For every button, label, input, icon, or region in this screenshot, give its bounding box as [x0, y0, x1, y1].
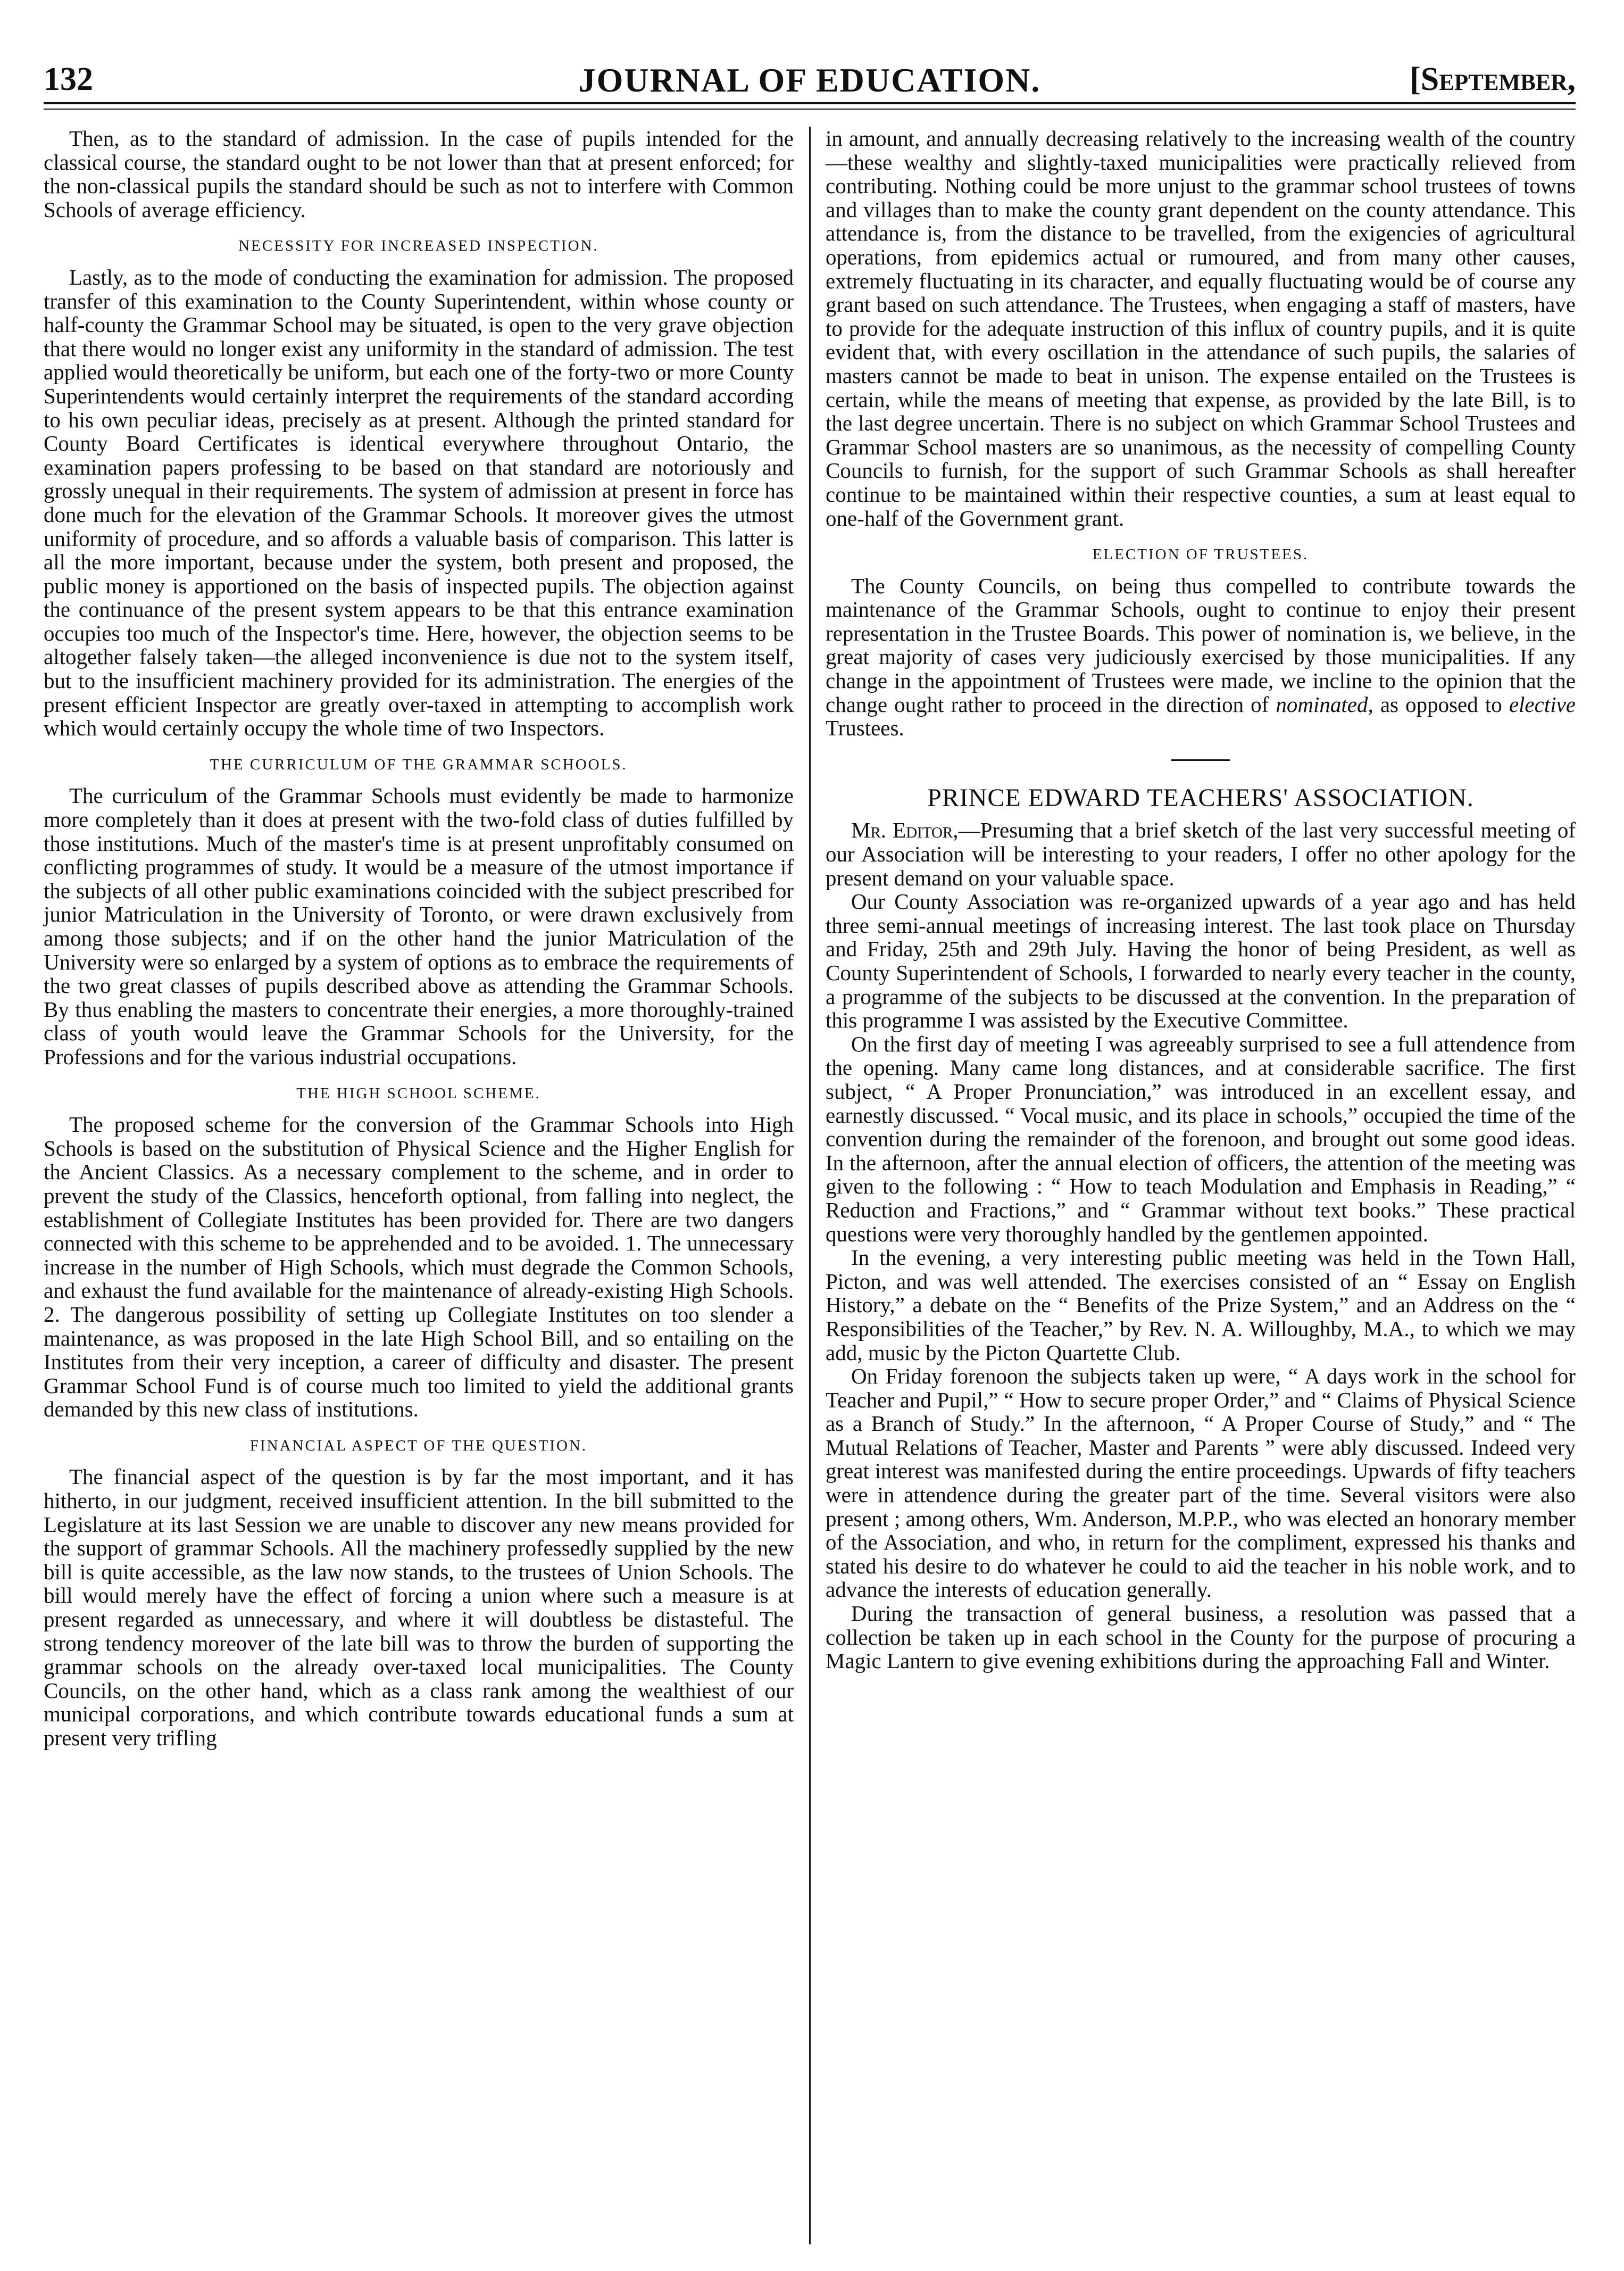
- section-heading-high-school: THE HIGH SCHOOL SCHEME.: [296, 1084, 541, 1102]
- letter-opening-text: —Presuming that a brief sketch of the last very successful meeting of our Association will be interesting to your readers, I offer no other apology for the present demand on your valuable space.: [826, 818, 1576, 890]
- paragraph-standard-of-admission: Then, as to the standard of admission. In the case of pupils intended for the classical course, the standard ought to be not lower than that at present enforced; for the non-classical pupils the standard should be such as not to interfere with Common Schools of average efficiency.: [44, 126, 794, 222]
- page-number: 132: [44, 61, 93, 97]
- paragraph-first-day: On the first day of meeting I was agreeably surprised to see a full attendence from the opening. Many came long distances, and at considerable sacrifice. The first subject, “ A Proper Pronunciation,” was introduced in an excellent essay, and earnestly discussed. “ Vocal music, and its place in schools,” occupied the time of the convention during the remainder of the forenoon, and brought out some good ideas. In the afternoon, after the annual election of officers, the attention of the meeting was given to the following : “ How to teach Modulation and Emphasis in Reading,” “ Reduction and Fractions,” and “ Grammar without text books.” These practical questions were very thoroughly handled by the gentlemen appointed.: [826, 1031, 1576, 1246]
- right-column: [826, 127, 1576, 1673]
- paragraph-financial-continued: in amount, and annually decreasing relatively to the increasing wealth of the country—these wealthy and slightly-taxed municipalities were practically relieved from contributing. Nothing could be more unjust to the grammar school trustees of towns and villages than to make the county grant dependent on the county attendance. This attendance is, from the distance to be travelled, from the exigencies of agricultural operations, from epidemics actual or rumoured, and from many other causes, extremely fluctuating in its character, and equally fluctuating would be of course any grant based on such attendance. The Trustees, when engaging a staff of masters, have to provide for the adequate instruction of this influx of country pupils, and it is quite evident that, with every oscillation in the attendance of such pupils, the salaries of masters cannot be made to beat in unison. The expense entailed on the Trustees is certain, while the means of meeting that expense, as provided by the late Bill, is to the last degree uncertain. There is no subject on which Grammar School Trustees and Grammar School masters are so unanimous, as the necessity of compelling County Councils to furnish, for the support of such Grammar Schools as shall hereafter continue to be maintained within their respective counties, a sum at least equal to one-half of the Government grant.: [826, 126, 1576, 531]
- left-column: [44, 127, 794, 1750]
- salutation: Mr. Editor,: [851, 818, 959, 843]
- paragraph-evening: In the evening, a very interesting public meeting was held in the Town Hall, Picton, and was well attended. The exercises consisted of an “ Essay on English History,” a debate on the “ Benefits of the Prize System,” and an Address on the “ Responsibilities of the Teacher,” by Rev. N. A. Willoughby, M.A., to which we may add, music by the Picton Quartette Club.: [826, 1245, 1576, 1365]
- election-text-b: as opposed to: [1373, 692, 1509, 717]
- journal-title: JOURNAL OF EDUCATION.: [578, 61, 1041, 99]
- paragraph-friday: On Friday forenoon the subjects taken up were, “ A days work in the school for Teacher and Pupil,” “ How to secure proper Order,” and “ Claims of Physical Science as a Branch of Study.” In the afternoon, “ A Proper Course of Study,” and “ The Mutual Relations of Teacher, Master and Parents ” were ably discussed. Indeed very great interest was manifested during the entire proceedings. Upwards of fifty teachers were in attendence during the greater part of the time. Several visitors were also present ; among others, Wm. Anderson, M.P.P., who was elected an honorary member of the Association, and who, in return for the compliment, expressed his thanks and stated his desire to do whatever he could to aid the teacher in his noble work, and to advance the interests of education generally.: [826, 1364, 1576, 1602]
- paragraph-high-school: The proposed scheme for the conversion of the Grammar Schools into High Schools is based on the substitution of Physical Science and the Higher English for the Ancient Classics. As a necessary complement to the scheme, and in order to prevent the study of the Classics, henceforth optional, from falling into neglect, the establishment of Collegiate Institutes has been provided for. There are two dangers connected with this scheme to be apprehended and to be avoided. 1. The unnecessary increase in the number of High Schools, which must degrade the Common Schools, and exhaust the fund available for the maintenance of already-existing High Schools. 2. The dangerous possibility of setting up Collegiate Institutes on too slender a maintenance, as was proposed in the late High School Bill, and so entailing on the Institutes from their very inception, a career of difficulty and disaster. The present Grammar School Fund is of course much too limited to yield the additional grants demanded by this new class of institutions.: [44, 1112, 794, 1422]
- running-head-month: [September,: [1410, 61, 1576, 97]
- column-divider: [809, 127, 811, 2244]
- section-heading-inspection: NECESSITY FOR INCREASED INSPECTION.: [238, 237, 599, 255]
- election-text-a: The County Councils, on being thus compelled to contribute towards the maintenance of the Grammar Schools, ought to continue to enjoy their present representation in the Trustee Boards. This power of nomination is, we believe, in the great majority of cases very judiciously exercised by those municipalities. If any change in the appointment of Trustees were made, we incline to the opinion that the change ought rather to proceed in the direction of: [826, 573, 1576, 717]
- article-title: PRINCE EDWARD TEACHERS' ASSOCIATION.: [927, 783, 1474, 812]
- paragraph-curriculum: The curriculum of the Grammar Schools must evidently be made to harmonize more completely than it does at present with the two-fold class of duties fulfilled by those institutions. Much of the master's time is at present unprofitably consumed on conflicting programmes of study. It would be a measure of the utmost importance if the subjects of all other public examinations coincided with the subject prescribed for junior Matriculation in the University of Toronto, or were drawn exclusively from among those subjects; and if on the other hand the junior Matriculation of the University were so enlarged by a system of options as to embrace the requirements of the two great classes of pupils described above as attending the Grammar Schools. By thus enabling the masters to concentrate their energies, a more thoroughly-trained class of youth would leave the Grammar Schools for the University, for the Professions and for the various industrial occupations.: [44, 783, 794, 1069]
- article-separator: [1171, 759, 1230, 761]
- election-elective: elective: [1509, 692, 1576, 717]
- header-rule-thin: [44, 109, 1576, 110]
- paragraph-election: [826, 574, 1576, 740]
- section-heading-election: ELECTION OF TRUSTEES.: [1092, 546, 1309, 563]
- election-nominated: nominated,: [1276, 692, 1373, 717]
- paragraph-letter-opening: [826, 818, 1576, 890]
- section-heading-financial: FINANCIAL ASPECT OF THE QUESTION.: [249, 1437, 588, 1454]
- page-header: [44, 57, 1576, 99]
- election-text-c: Trustees.: [826, 716, 904, 741]
- section-heading-curriculum: THE CURRICULUM OF THE GRAMMAR SCHOOLS.: [210, 756, 628, 773]
- paragraph-general-business: During the transaction of general business, a resolution was passed that a collection be taken up in each school in the County for the purpose of procuring a Magic Lantern to give evening exhibitions during the approaching Fall and Winter.: [826, 1601, 1576, 1673]
- paragraph-inspection: Lastly, as to the mode of conducting the examination for admission. The proposed transfer of this examination to the County Superintendent, within whose county or half-county the Grammar School may be situated, is open to the very grave objection that there would no longer exist any uniformity in the standard of admission. The test applied would theoretically be uniform, but each one of the forty-two or more County Superintendents would certainly interpret the requirements of the standard according to his own peculiar ideas, precisely as at present. Although the printed standard for County Board Certificates is identical everywhere throughout Ontario, the examination papers professing to be based on that standard are notoriously and grossly unequal in their requirements. The system of admission at present in force has done much for the elevation of the Grammar Schools. It moreover gives the utmost uniformity of procedure, and so affords a valuable basis of comparison. This latter is all the more important, because under the system, both present and proposed, the public money is apportioned on the basis of inspected pupils. The objection against the continuance of the present system appears to be that this entrance examination occupies too much of the Inspector's time. Here, however, the objection seems to be altogether falsely taken—the alleged inconvenience is due not to the system itself, but to the insufficient machinery provided for its administration. The energies of the present efficient Inspector are greatly over-taxed in attempting to accomplish work which would certainly occupy the whole time of two Inspectors.: [44, 264, 794, 741]
- paragraph-association: Our County Association was re-organized upwards of a year ago and has held three semi-annual meetings of increasing interest. The last took place on Thursday and Friday, 25th and 29th July. Having the honor of being President, as well as County Superintendent of Schools, I forwarded to nearly every teacher in the county, a programme of the subjects to be discussed at the convention. In the preparation of this programme I was assisted by the Executive Committee.: [826, 889, 1576, 1033]
- paragraph-financial: The financial aspect of the question is by far the most important, and it has hitherto, in our judgment, received insufficient attention. In the bill submitted to the Legislature at its last Session we are unable to discover any new means provided for the support of grammar Schools. All the machinery professedly supplied by the new bill is quite accessible, as the law now stands, to the trustees of Union Schools. The bill would merely have the effect of forcing a union where such a measure is at present regarded as unnecessary, and where it will doubtless be distasteful. The strong tendency moreover of the late bill was to throw the burden of supporting the grammar schools on the already over-taxed local municipalities. The County Councils, on the other hand, which as a class rank among the wealthiest of our municipal corporations, and which contribute towards educational funds a sum at present very trifling: [44, 1464, 794, 1750]
- header-rule: [44, 102, 1576, 104]
